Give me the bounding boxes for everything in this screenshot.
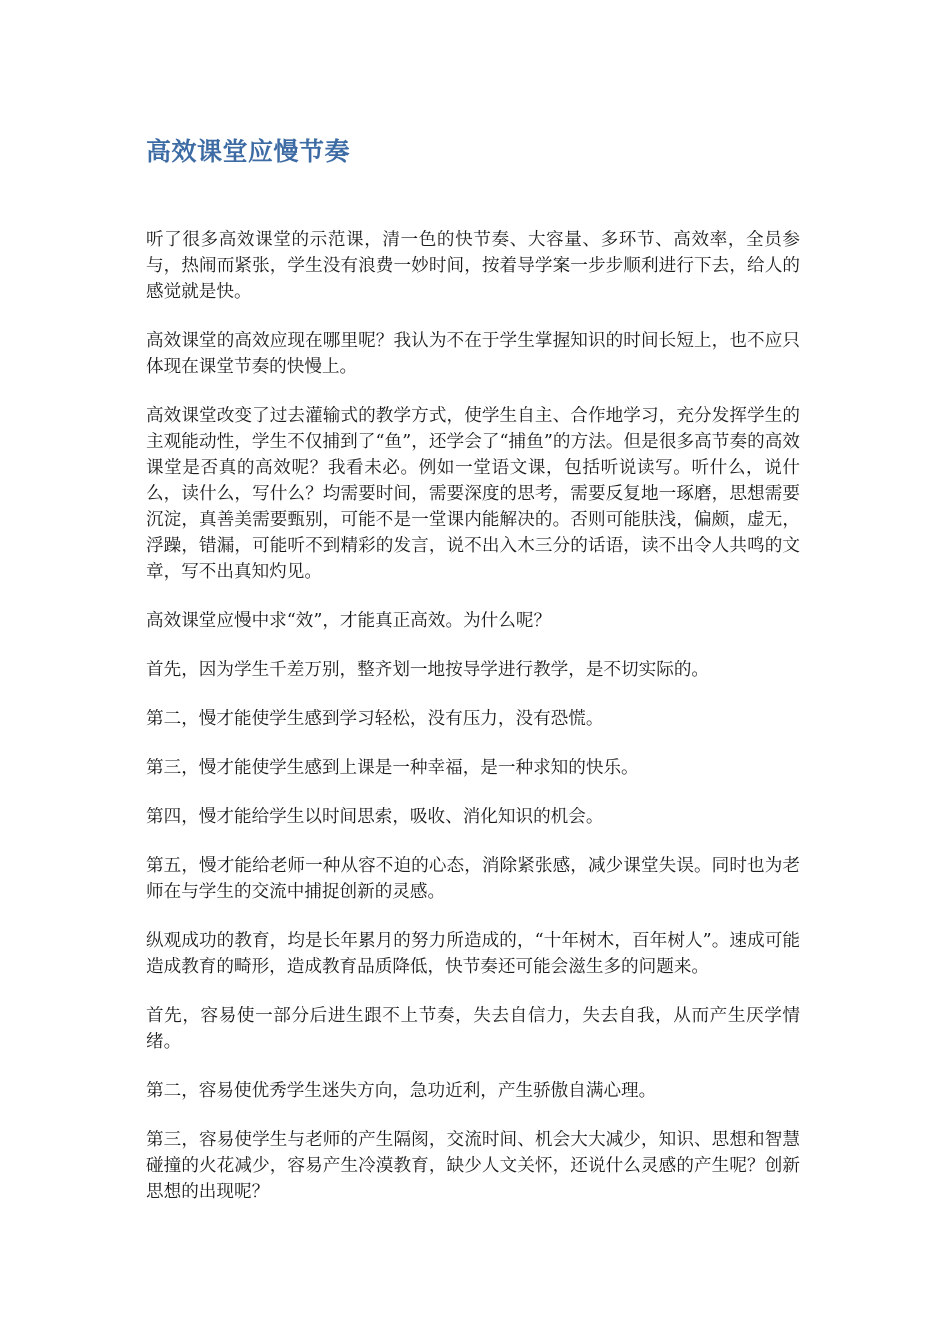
- paragraph-2: 高效课堂的高效应现在哪里呢？我认为不在于学生掌握知识的时间长短上，也不应只体现在课堂节奏的快慢上。: [146, 331, 800, 377]
- paragraph-11: 首先，容易使一部分后进生跟不上节奏，失去自信力，失去自我，从而产生厌学情绪。: [146, 1006, 800, 1052]
- paragraph-7: 第三，慢才能使学生感到上课是一种幸福，是一种求知的快乐。: [146, 758, 639, 778]
- paragraph-1: 听了很多高效课堂的示范课，清一色的快节奏、大容量、多环节、高效率，全员参与，热闹而紧张，学生没有浪费一妙时间，按着导学案一步步顺利进行下去，给人的感觉就是快。: [146, 230, 800, 302]
- document-body: [146, 227, 800, 1228]
- paragraph-13: 第三，容易使学生与老师的产生隔阂，交流时间、机会大大减少，知识、思想和智慧碰撞的火花减少，容易产生冷漠教育，缺少人文关怀，还说什么灵感的产生呢？创新思想的出现呢？: [146, 1130, 800, 1202]
- paragraph-3: 高效课堂改变了过去灌输式的教学方式，使学生自主、合作地学习，充分发挥学生的主观能动性，学生不仅捕到了“鱼”，还学会了“捕鱼”的方法。但是很多高节奏的高效课堂是否真的高效呢？我看未必。例如一堂语文课，包括听说读写。听什么，说什么，读什么，写什么？均需要时间，需要深度的思考，需要反复地一琢磨，思想需要沉淀，真善美需要甄别，可能不是一堂课内能解决的。否则可能肤浅，偏颇，虚无，浮躁，错漏，可能听不到精彩的发言，说不出入木三分的话语，读不出令人共鸣的文章，写不出真知灼见。: [146, 406, 800, 582]
- paragraph-4: 高效课堂应慢中求“效”，才能真正高效。为什么呢？: [146, 611, 552, 631]
- paragraph-5: 首先，因为学生千差万别，整齐划一地按导学进行教学，是不切实际的。: [146, 660, 710, 680]
- paragraph-6: 第二，慢才能使学生感到学习轻松，没有压力，没有恐慌。: [146, 709, 604, 729]
- document-title: 高效课堂应慢节奏: [146, 137, 351, 166]
- paragraph-10: 纵观成功的教育，均是长年累月的努力所造成的，“十年树木，百年树人”。速成可能造成教育的畸形，造成教育品质降低，快节奏还可能会滋生多的问题来。: [146, 931, 800, 977]
- paragraph-9: 第五，慢才能给老师一种从容不迫的心态，消除紧张感，减少课堂失误。同时也为老师在与学生的交流中捕捉创新的灵感。: [146, 856, 800, 902]
- paragraph-12: 第二，容易使优秀学生迷失方向，急功近利，产生骄傲自满心理。: [146, 1081, 657, 1101]
- paragraph-8: 第四，慢才能给学生以时间思索，吸收、消化知识的机会。: [146, 807, 604, 827]
